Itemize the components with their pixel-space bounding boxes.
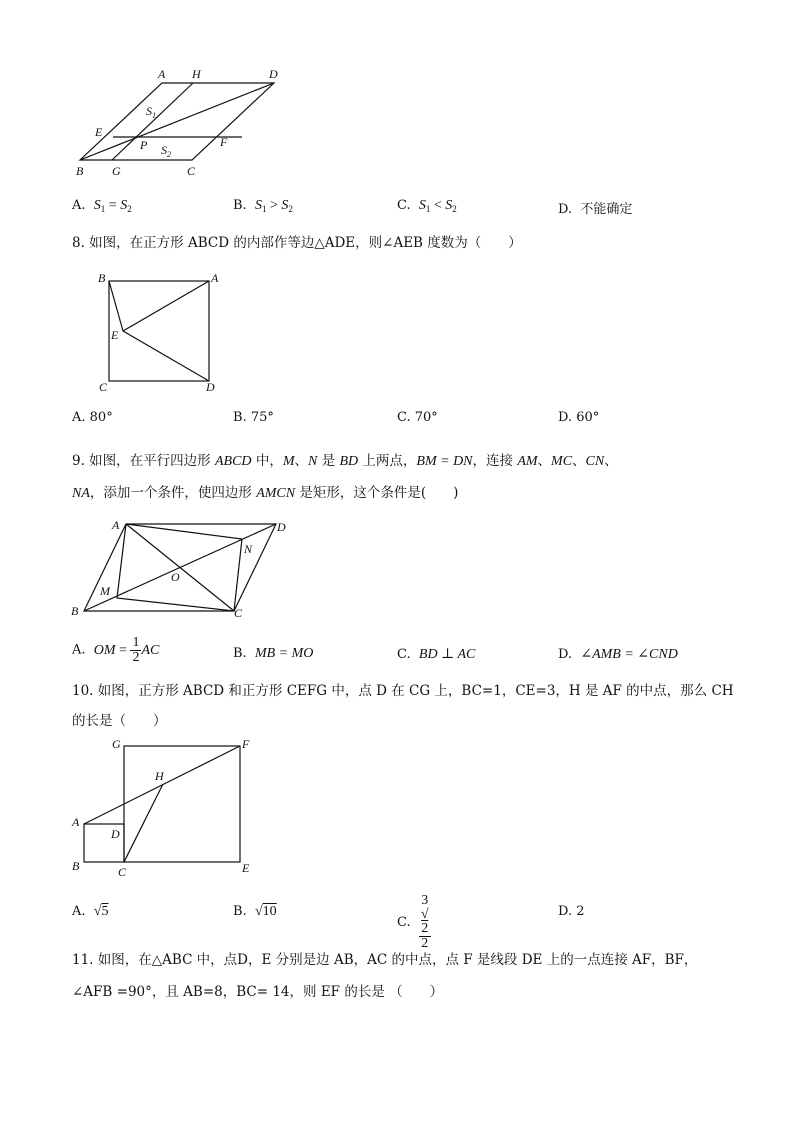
q9-label-n: N: [244, 542, 253, 556]
q7-option-c-prefix: C.: [397, 198, 411, 213]
q7-option-b[interactable]: [233, 198, 293, 214]
q10-option-c-prefix: C.: [397, 915, 411, 930]
q9-option-d-prefix: D.: [558, 647, 573, 662]
q8-option-b[interactable]: B. 75°: [233, 410, 274, 425]
q10-stem-line1: 10. 如图，正方形 ABCD 和正方形 CEFG 中，点 D 在 CG 上，BC=1，CE=3，H 是 AF 的中点，那么 CH: [72, 683, 734, 699]
q8-line-ae: [123, 281, 209, 331]
q9-label-c: C: [234, 606, 243, 620]
q10-option-b[interactable]: [233, 904, 277, 920]
q9-label-o: O: [171, 570, 180, 584]
q10-option-a-prefix: A.: [72, 904, 86, 919]
q10-label-g: G: [112, 737, 121, 751]
q7-label-p: P: [140, 138, 148, 152]
q7-label-b: B: [76, 164, 84, 178]
q8-line-de: [123, 331, 209, 381]
q9-option-d[interactable]: [558, 646, 678, 663]
q9-label-b: B: [71, 604, 79, 618]
q9-label-m: M: [100, 584, 110, 598]
q10-option-a[interactable]: [72, 904, 108, 920]
q10-label-c: C: [118, 865, 127, 879]
q7-option-d[interactable]: [558, 198, 632, 217]
q9-option-c[interactable]: [397, 646, 475, 663]
q7-option-d-text: 不能确定: [580, 202, 633, 217]
q9-option-b-prefix: B.: [233, 646, 247, 661]
q10-label-a: A: [72, 815, 80, 829]
q7-option-a-formula: $S_1 = S_2$: [93, 198, 132, 214]
q7-option-a-prefix: A.: [72, 198, 86, 213]
q7-option-c[interactable]: [397, 198, 457, 214]
q10-line-ch: [124, 784, 163, 862]
q11-stem-line1: 11. 如图，在△ABC 中，点D，E 分别是边 AB，AC 的中点，点 F 是线段 DE 上的一点连接 AF，BF，: [72, 952, 698, 968]
q8-line-be: [109, 281, 123, 331]
q10-stem-line2: 的长是（ ）: [72, 713, 167, 729]
q10-option-b-formula: √10: [254, 904, 277, 919]
q7-option-b-formula: $S_1 > S_2$: [254, 198, 293, 214]
q7-label-h: H: [192, 67, 201, 81]
q9-option-c-formula: BD ⊥ AC: [418, 647, 476, 662]
q7-label-s1: $S_1$: [146, 104, 156, 120]
q7-label-c: C: [187, 164, 196, 178]
q8-option-a[interactable]: A. 80°: [72, 410, 113, 425]
q8-label-a: A: [211, 271, 219, 285]
q9-option-a[interactable]: [72, 636, 159, 665]
q8-option-d[interactable]: D. 60°: [558, 410, 600, 425]
q9-stem-line2: NA，添加一个条件，使四边形 AMCN 是矩形，这个条件是( ): [72, 485, 459, 501]
q7-option-a[interactable]: [72, 198, 132, 214]
q7-label-f: F: [220, 135, 228, 149]
q9-option-a-formula: OM = $\frac{1}{2}$ AC: [93, 635, 160, 665]
q9-option-c-prefix: C.: [397, 647, 411, 662]
q7-label-s2: $S_2$: [161, 143, 171, 159]
q7-label-d: D: [269, 67, 278, 81]
q10-option-d[interactable]: D. 2: [558, 904, 585, 919]
q9-stem-line1: 9. 如图，在平行四边形 ABCD 中，M、N 是 BD 上两点，BM = DN，连接 AM、MC、CN、: [72, 453, 618, 469]
q10-option-b-prefix: B.: [233, 904, 247, 919]
q9-option-b[interactable]: [233, 646, 313, 662]
q9-diagonal-ac: [126, 524, 234, 611]
q9-label-d: D: [277, 520, 286, 534]
q9-label-a: A: [112, 518, 120, 532]
q8-stem: 8. 如图，在正方形 ABCD 的内部作等边△ADE，则∠AEB 度数为（ ）: [72, 235, 522, 251]
q10-figure: [62, 730, 272, 880]
q8-label-e: E: [111, 328, 119, 342]
q7-label-g: G: [112, 164, 121, 178]
q7-label-a: A: [158, 67, 166, 81]
q7-label-e: E: [95, 125, 103, 139]
q8-label-c: C: [99, 380, 108, 394]
q9-option-a-prefix: A.: [72, 642, 86, 658]
q7-option-c-formula: $S_1 < S_2$: [418, 198, 457, 214]
q10-option-a-formula: √5: [93, 904, 109, 919]
q7-line-hg: [112, 83, 193, 160]
q10-label-h: H: [155, 769, 164, 783]
q7-diagonal-bd: [80, 83, 274, 160]
q7-figure: [60, 60, 300, 185]
q11-stem-line2: ∠AFB =90°，且 AB=8，BC= 14，则 EF 的长是 （ ）: [72, 984, 444, 1000]
q9-option-d-formula: ∠AMB = ∠CND: [580, 647, 678, 662]
q10-square-cefg: [124, 746, 240, 862]
q8-option-c[interactable]: C. 70°: [397, 410, 438, 425]
q10-label-b: B: [72, 859, 80, 873]
q8-label-d: D: [206, 380, 215, 394]
q8-label-b: B: [98, 271, 106, 285]
q9-option-b-formula: MB = MO: [254, 646, 314, 661]
q10-label-d: D: [111, 827, 120, 841]
q9-figure: [62, 510, 302, 625]
q10-label-e: E: [242, 861, 250, 875]
q7-option-b-prefix: B.: [233, 198, 247, 213]
q7-option-d-prefix: D.: [558, 202, 573, 217]
q10-option-c-formula: 3 √ 2 2: [420, 893, 429, 951]
q10-label-f: F: [242, 737, 250, 751]
q10-option-c[interactable]: [397, 894, 431, 951]
q8-figure: [90, 265, 230, 395]
